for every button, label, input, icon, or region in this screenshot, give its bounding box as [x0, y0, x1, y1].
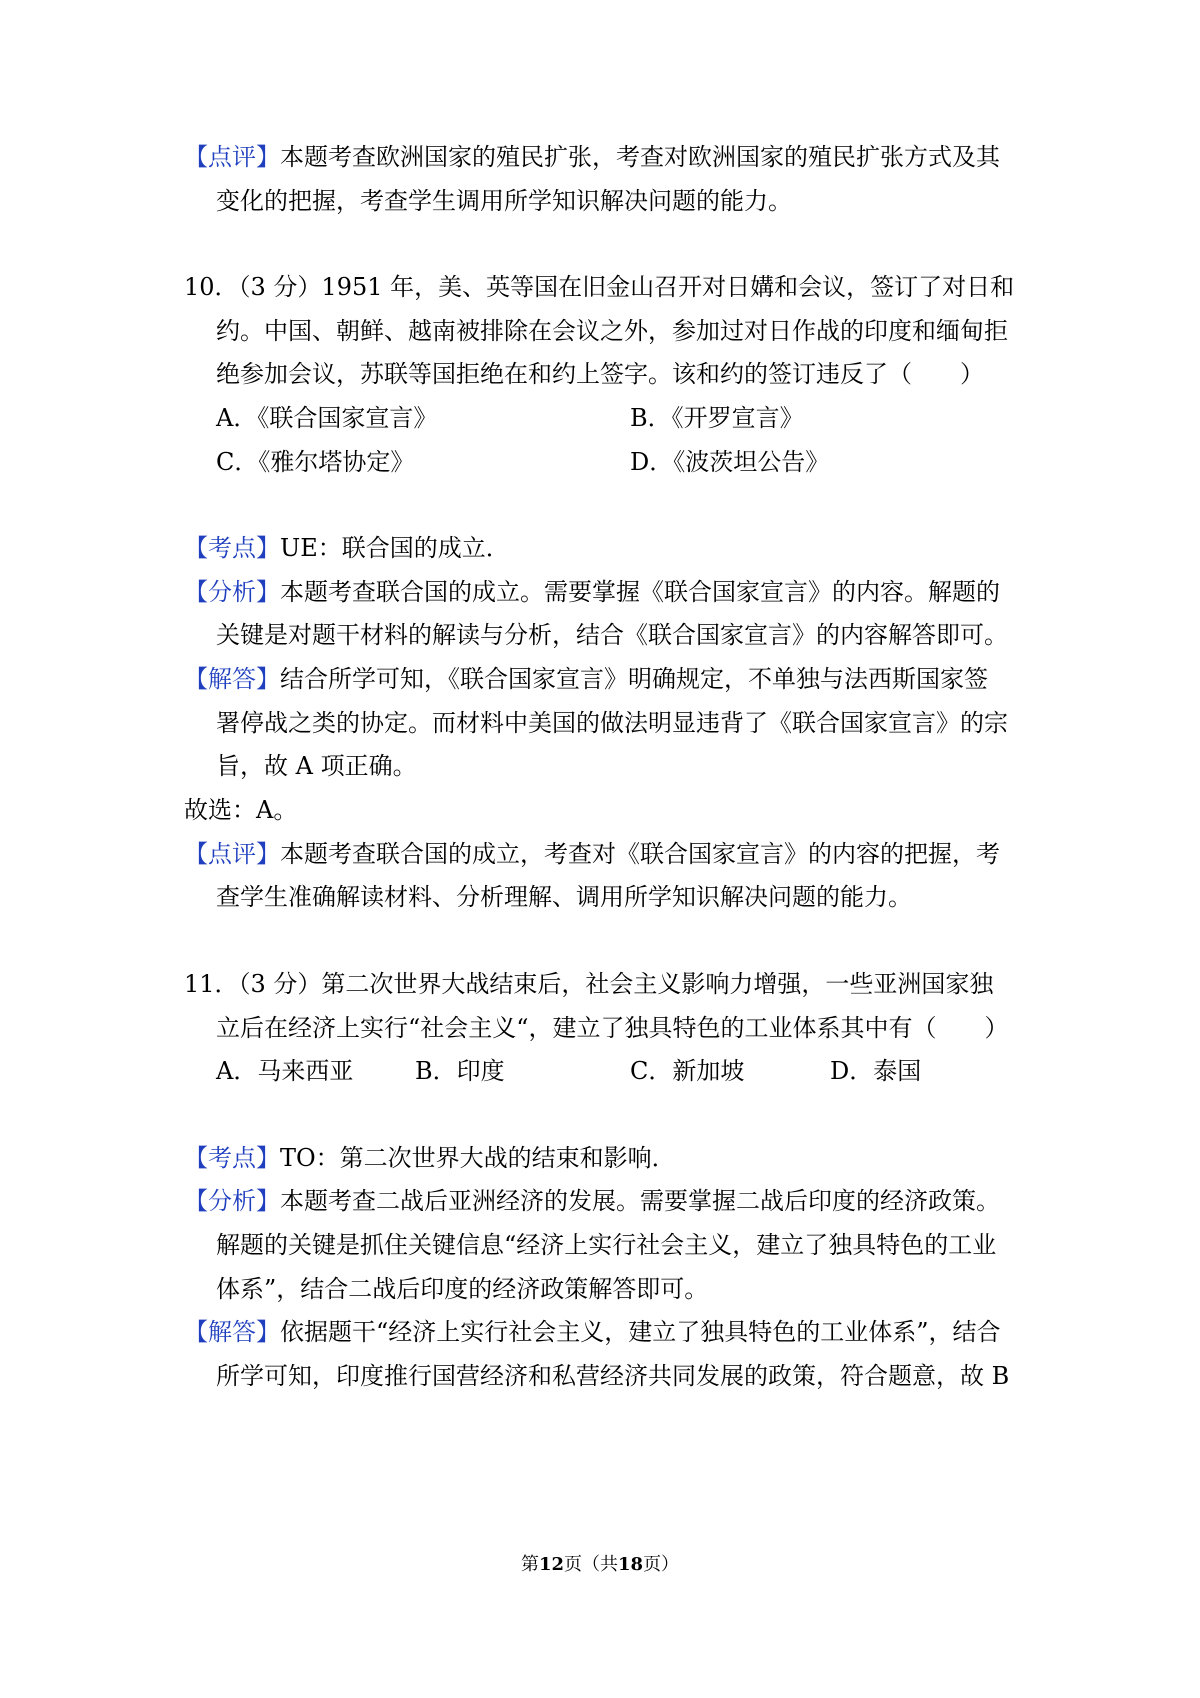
comment-tag: 【点评】	[184, 143, 280, 171]
q10-comment-line-2: 查学生准确解读材料、分析理解、调用所学知识解决问题的能力。	[216, 883, 912, 911]
comment-tag: 【点评】	[184, 840, 280, 868]
q10-option-d: D．《波茨坦公告》	[630, 448, 830, 476]
q11-option-c: C．新加坡	[630, 1057, 745, 1085]
q11-stem-line-2: 立后在经济上实行“社会主义“，建立了独具特色的工业体系其中有（ ）	[216, 1014, 1009, 1042]
analysis-tag: 【分析】	[184, 578, 280, 606]
q10-stem-line-3: 绝参加会议，苏联等国拒绝在和约上签字。该和约的签订违反了（ ）	[216, 360, 984, 388]
q10-answer-line-1	[184, 664, 988, 694]
q11-analysis-text-1: 本题考查二战后亚洲经济的发展。需要掌握二战后印度的经济政策。	[280, 1187, 1000, 1215]
point-tag: 【考点】	[184, 1144, 280, 1172]
q10-answer-line-3: 旨，故 A 项正确。	[216, 752, 417, 780]
q11-option-d: D．泰国	[830, 1057, 922, 1085]
answer-tag: 【解答】	[184, 665, 280, 693]
footer-suffix: 页）	[643, 1554, 680, 1575]
q10-answer-text-1: 结合所学可知，《联合国家宣言》明确规定，不单独与法西斯国家签	[280, 665, 988, 693]
q10-analysis-line-2: 关键是对题干材料的解读与分析，结合《联合国家宣言》的内容解答即可。	[216, 621, 1008, 649]
q11-point-line	[184, 1143, 676, 1173]
analysis-tag: 【分析】	[184, 1187, 280, 1215]
q11-stem-line-1: 11．（3 分）第二次世界大战结束后，社会主义影响力增强，一些亚洲国家独	[184, 970, 994, 998]
q10-stem-line-2: 约。中国、朝鲜、越南被排除在会议之外，参加过对日作战的印度和缅甸拒	[216, 317, 1008, 345]
q9-comment-line-1	[184, 142, 1000, 172]
q10-choice: 故选：A。	[184, 796, 298, 824]
q10-option-c: C．《雅尔塔协定》	[216, 448, 415, 476]
q11-answer-text-1: 依据题干“经济上实行社会主义，建立了独具特色的工业体系”，结合	[280, 1318, 1001, 1346]
point-tag: 【考点】	[184, 534, 280, 562]
q11-option-b: B．印度	[415, 1057, 505, 1085]
q10-comment-line-1	[184, 839, 1000, 869]
q11-answer-line-1	[184, 1317, 1001, 1347]
footer-middle: 页（共	[564, 1554, 618, 1575]
q11-analysis-line-2: 解题的关键是抓住关键信息“经济上实行社会主义，建立了独具特色的工业	[216, 1231, 997, 1259]
footer-page-number: 12	[538, 1554, 564, 1575]
answer-tag: 【解答】	[184, 1318, 280, 1346]
q11-analysis-line-3: 体系”，结合二战后印度的经济政策解答即可。	[216, 1275, 709, 1303]
footer-total-pages: 18	[618, 1554, 644, 1575]
q11-analysis-line-1	[184, 1186, 1000, 1216]
q10-point-text: UE：联合国的成立．	[280, 534, 510, 562]
footer-prefix: 第	[520, 1554, 539, 1575]
q10-option-a: A．《联合国家宣言》	[216, 404, 438, 432]
q10-analysis-line-1	[184, 577, 1000, 607]
q10-stem-line-1: 10．（3 分）1951 年，美、英等国在旧金山召开对日媾和会议，签订了对日和	[184, 273, 1015, 301]
q10-point-line	[184, 533, 510, 563]
q9-comment-line-2: 变化的把握，考查学生调用所学知识解决问题的能力。	[216, 187, 792, 215]
q10-option-b: B．《开罗宣言》	[630, 404, 804, 432]
q11-point-text: TO：第二次世界大战的结束和影响．	[280, 1144, 676, 1172]
q10-comment-text-1: 本题考查联合国的成立，考查对《联合国家宣言》的内容的把握，考	[280, 840, 1000, 868]
q10-answer-line-2: 署停战之类的协定。而材料中美国的做法明显违背了《联合国家宣言》的宗	[216, 709, 1008, 737]
page-footer	[0, 1553, 1200, 1577]
q9-comment-text-1: 本题考查欧洲国家的殖民扩张，考查对欧洲国家的殖民扩张方式及其	[280, 143, 1000, 171]
q11-answer-line-2: 所学可知，印度推行国营经济和私营经济共同发展的政策，符合题意，故 B	[216, 1362, 1010, 1390]
q10-analysis-text-1: 本题考查联合国的成立。需要掌握《联合国家宣言》的内容。解题的	[280, 578, 1000, 606]
q11-option-a: A．马来西亚	[216, 1057, 354, 1085]
